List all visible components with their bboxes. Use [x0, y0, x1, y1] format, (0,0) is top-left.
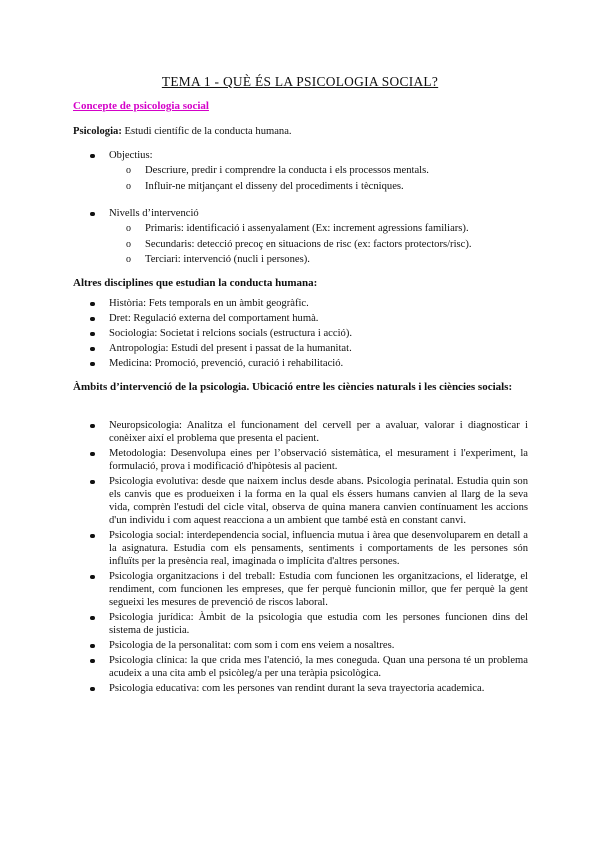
list-item: Psicologia evolutiva: desde que naixem inclus desde abans. Psicologia perinatal. Estudia quin son els canvis que es produeixen i la forma en la qual els éssers humans canvien al llarg de la seva vida, comprèn l'estudi del cicle vital, observa de quina manera canvien contínuament les accions d'un individu i com aquest reacciona a un ambient que també està en constant canvi. [73, 475, 528, 527]
list-item: o Secundaris: detecció precoç en situacions de risc (ex: factors protectors/risc). [109, 238, 528, 251]
list-item [73, 207, 528, 266]
definition-term: Psicologia: [73, 126, 122, 137]
list-item: Dret: Regulació externa del comportament humà. [73, 312, 528, 325]
list-item: Psicologia clínica: la que crida mes l'atenció, la mes coneguda. Quan una persona té un problema acudeix a una cita amb el psicòleg/a per una teràpia psicològica. [73, 654, 528, 680]
list-item: Psicologia de la personalitat: com som i com ens veiem a nosaltres. [73, 639, 528, 652]
list-item: o Terciari: intervenció (nucli i persones). [109, 253, 528, 266]
levels-label: Nivells d’intervenció [109, 208, 199, 219]
definition-paragraph [73, 125, 528, 138]
list-item: Psicologia educativa: com les persones van rendint durant la seva trayectoria academica. [73, 682, 528, 695]
other-disciplines-heading: Altres disciplines que estudian la conducta humana: [73, 277, 318, 289]
levels-list [73, 207, 528, 269]
list-item [73, 149, 528, 193]
other-disciplines-list [73, 297, 528, 372]
list-item: Psicologia jurídica: Àmbit de la psicologia que estudia com les persones funcionen dins del sistema de justicia. [73, 611, 528, 637]
fields-list [73, 419, 528, 697]
list-item: Història: Fets temporals en un àmbit geogràfic. [73, 297, 528, 310]
list-item: o Primaris: identificació i assenyalament (Ex: increment agressions familiars). [109, 222, 528, 235]
list-item: Antropologia: Estudi del present i passat de la humanitat. [73, 342, 528, 355]
section-heading: Concepte de psicologia social [73, 100, 209, 112]
objectives-label: Objectius: [109, 150, 153, 161]
list-item: Medicina: Promoció, prevenció, curació i rehabilitació. [73, 357, 528, 370]
objectives-list [73, 149, 528, 195]
definition-text: Estudi científic de la conducta humana. [121, 126, 292, 137]
levels-sublist [109, 222, 528, 266]
list-item: Sociologia: Societat i relcions socials (estructura i acció). [73, 327, 528, 340]
page-title: TEMA 1 - QUÈ ÉS LA PSICOLOGIA SOCIAL? [161, 74, 439, 89]
list-item: Metodologia: Desenvolupa eines per l’observació sistemàtica, el mesurament i l'experiment, la formulació, prova i modificació d'hipòtesis al pacient. [73, 447, 528, 473]
objectives-sublist [109, 164, 528, 193]
list-item: o Descriure, predir i comprendre la conducta i els processos mentals. [109, 164, 528, 177]
fields-heading: Àmbits d’intervenció de la psicologia. Ubicació entre les ciències naturals i les ciències socials: [73, 381, 513, 393]
list-item: o Influir-ne mitjançant el disseny del procediments i tècniques. [109, 180, 528, 193]
list-item: Neuropsicologia: Analitza el funcionament del cervell per a avaluar, valorar i diagnosticar i conèixer així el problema que presenta el pacient. [73, 419, 528, 445]
list-item: Psicologia organitzacions i del treball: Estudia com funcionen les organitzacions, el lideratge, el rendiment, com funcionen les empreses, que fer perquè funcionin millor, que fer perquè la gent segueixi les mesures de prevenció de riscos laboral. [73, 570, 528, 609]
list-item: Psicologia social: interdependencia social, influencia mutua i àrea que desenvoluparem en detall a la asignatura. Estudia com els pensaments, sentiments i comportaments de les persones són influïts per la presència real, imaginada o implícita d'altres persones. [73, 529, 528, 568]
